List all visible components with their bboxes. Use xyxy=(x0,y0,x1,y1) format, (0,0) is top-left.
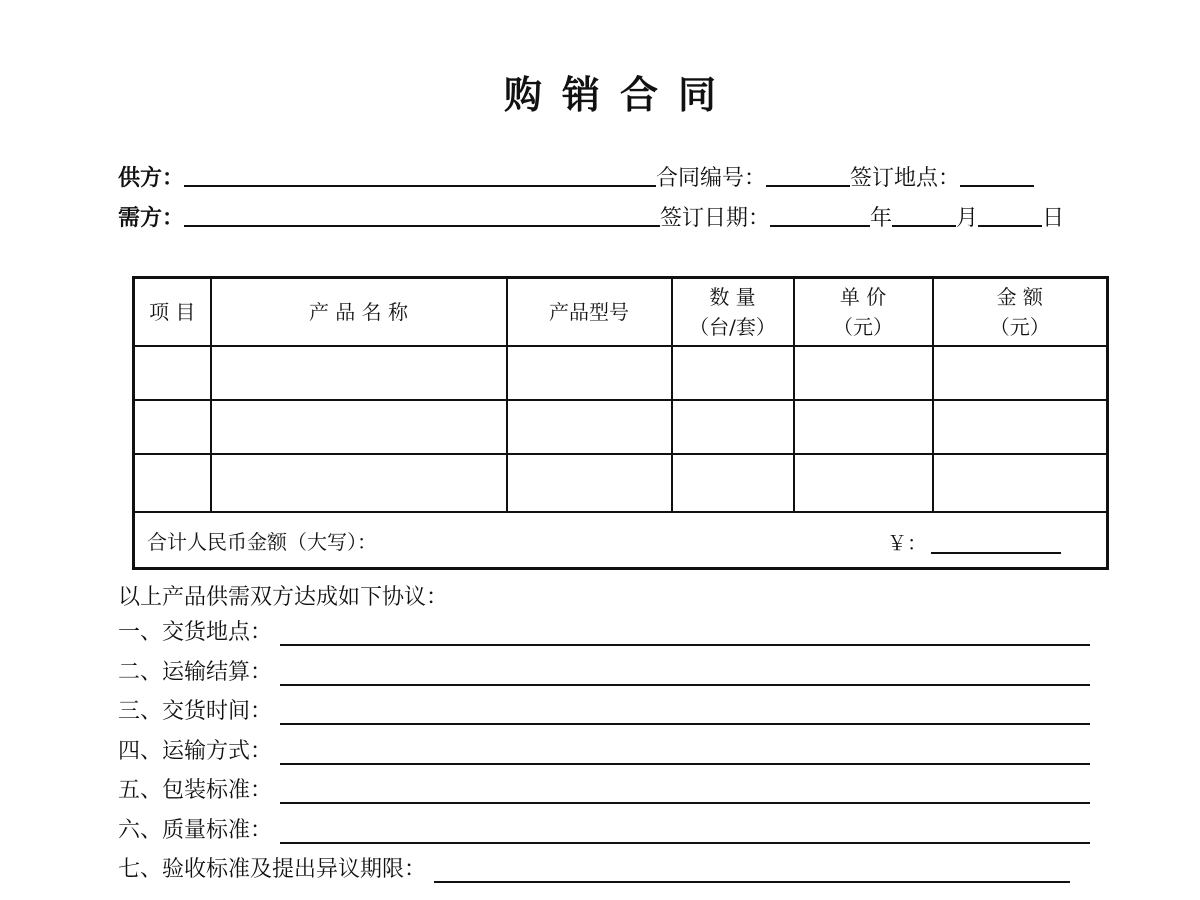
col-header-item: 项 目 xyxy=(134,278,211,347)
clause-transport-settlement xyxy=(118,658,1090,688)
supplier-field[interactable] xyxy=(184,163,656,187)
clause-label: 五、包装标准： xyxy=(118,778,273,803)
sign-place-label: 签订地点： xyxy=(850,166,961,191)
clause-quality-standard xyxy=(118,816,1090,846)
table-cell[interactable] xyxy=(134,400,211,454)
table-cell[interactable] xyxy=(794,400,933,454)
clause-transport-method xyxy=(118,737,1090,767)
clause-field[interactable] xyxy=(280,722,1090,725)
clause-delivery-time xyxy=(118,697,1090,727)
table-cell[interactable] xyxy=(134,346,211,400)
table-cell[interactable] xyxy=(211,346,507,400)
sign-day-field[interactable] xyxy=(978,203,1042,227)
buyer-row xyxy=(118,202,1064,236)
col-header-amount: 金 额 （元） xyxy=(933,278,1108,347)
table-cell[interactable] xyxy=(794,454,933,512)
table-cell[interactable] xyxy=(507,346,672,400)
total-cell xyxy=(134,512,1108,569)
table-cell[interactable] xyxy=(672,346,794,400)
supplier-label: 供方： xyxy=(118,166,185,191)
document-title: 购销合同 xyxy=(503,73,736,117)
table-cell[interactable] xyxy=(794,346,933,400)
clause-label: 四、运输方式： xyxy=(118,739,273,764)
table-cell[interactable] xyxy=(933,454,1108,512)
total-row xyxy=(134,512,1108,569)
buyer-label: 需方： xyxy=(118,206,185,231)
sign-month-field[interactable] xyxy=(892,203,956,227)
col-header-product-name: 产 品 名 称 xyxy=(211,278,507,347)
col-header-unit-price: 单 价 （元） xyxy=(794,278,933,347)
clause-label: 三、交货时间： xyxy=(118,699,273,724)
contract-no-field[interactable] xyxy=(766,163,850,187)
buyer-field[interactable] xyxy=(184,203,660,227)
clause-field[interactable] xyxy=(280,841,1090,844)
clause-field[interactable] xyxy=(280,643,1090,646)
clause-label: 一、交货地点： xyxy=(118,620,273,645)
day-label: 日 xyxy=(1042,206,1065,231)
month-label: 月 xyxy=(956,206,979,231)
table-row xyxy=(134,400,1108,454)
table-cell[interactable] xyxy=(672,454,794,512)
clause-label: 七、验收标准及提出异议期限： xyxy=(118,857,427,882)
product-table xyxy=(132,276,1109,570)
sign-date-label: 签订日期： xyxy=(660,206,771,231)
col-header-quantity: 数 量 （台/套） xyxy=(672,278,794,347)
sign-place-field[interactable] xyxy=(960,163,1034,187)
table-row xyxy=(134,346,1108,400)
col-header-model: 产品型号 xyxy=(507,278,672,347)
clause-field[interactable] xyxy=(280,683,1090,686)
clause-field[interactable] xyxy=(280,801,1090,804)
table-cell[interactable] xyxy=(211,454,507,512)
agreement-intro: 以上产品供需双方达成如下协议： xyxy=(118,585,449,610)
clause-packaging-standard xyxy=(118,776,1090,806)
clause-field[interactable] xyxy=(434,880,1070,883)
table-cell[interactable] xyxy=(933,346,1108,400)
table-cell[interactable] xyxy=(507,400,672,454)
total-amount-label: 合计人民币金额（大写）： xyxy=(147,529,377,554)
table-cell[interactable] xyxy=(211,400,507,454)
clause-acceptance-standard xyxy=(118,855,1070,885)
yen-label: ￥： xyxy=(887,531,927,555)
table-header-row xyxy=(134,278,1108,347)
table-cell[interactable] xyxy=(933,400,1108,454)
supplier-row xyxy=(118,162,1034,196)
sign-year-field[interactable] xyxy=(770,203,870,227)
year-label: 年 xyxy=(870,206,893,231)
clause-field[interactable] xyxy=(280,762,1090,765)
table-cell[interactable] xyxy=(672,400,794,454)
yen-amount xyxy=(887,527,1061,556)
table-cell[interactable] xyxy=(134,454,211,512)
table-row xyxy=(134,454,1108,512)
clause-delivery-place xyxy=(118,618,1090,648)
clause-label: 二、运输结算： xyxy=(118,660,273,685)
clause-label: 六、质量标准： xyxy=(118,818,273,843)
contract-no-label: 合同编号： xyxy=(656,166,767,191)
yen-amount-field[interactable] xyxy=(931,534,1061,554)
table-cell[interactable] xyxy=(507,454,672,512)
